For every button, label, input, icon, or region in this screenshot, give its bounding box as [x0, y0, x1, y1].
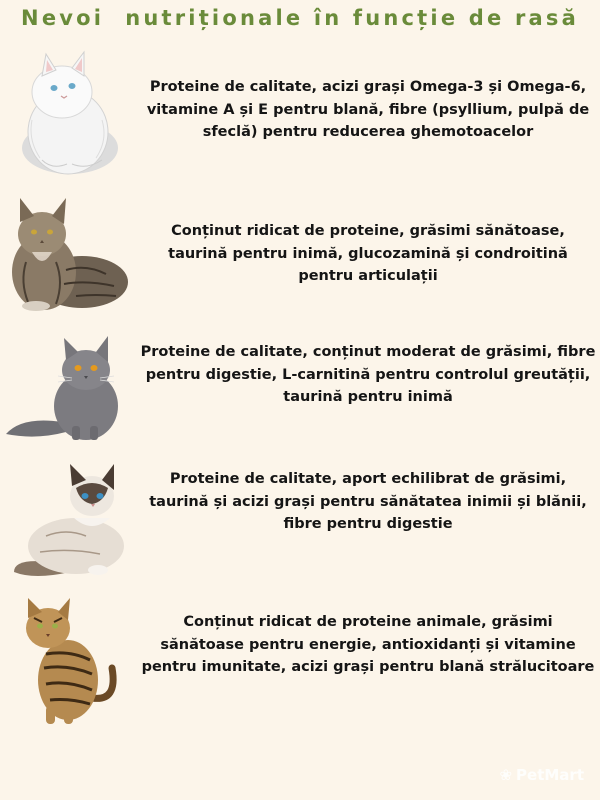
breed-description: Conținut ridicat de proteine, grăsimi sănătoase, taurină pentru inimă, glucozamină și condroitină pentru articulații: [168, 223, 568, 284]
grey-british-shorthair-cat-illustration: [2, 332, 130, 442]
petmart-logo-text: PetMart: [516, 766, 584, 784]
petmart-logo: [499, 766, 584, 784]
tabby-bengal-cat-illustration: [12, 598, 124, 726]
white-persian-cat-illustration: [12, 40, 127, 175]
breed-description: Proteine de calitate, aport echilibrat de grăsimi, taurină și acizi grași pentru sănătatea inimii și blănii, fibre pentru digestie: [149, 471, 587, 532]
breed-description: Proteine de calitate, acizi grași Omega-3 și Omega-6, vitamine A și E pentru blană, fibre (psyllium, pulpă de sfeclă) pentru reducerea ghemotoacelor: [146, 79, 590, 140]
page-title: Nevoi nutriționale în funcție de rasă: [21, 6, 579, 30]
ragdoll-cat-illustration: [10, 462, 130, 580]
breed-description: Proteine de calitate, conținut moderat de grăsimi, fibre pentru digestie, L-carnitină pentru controlul greutății, taurină pentru inimă: [140, 344, 596, 405]
breed-description: Conținut ridicat de proteine animale, grăsimi sănătoase pentru energie, antioxidanți și vitamine pentru imunitate, acizi grași pentru blană strălucitoare: [141, 614, 595, 675]
maine-coon-cat-illustration: [6, 192, 130, 312]
paw-icon: ❀: [499, 766, 513, 784]
